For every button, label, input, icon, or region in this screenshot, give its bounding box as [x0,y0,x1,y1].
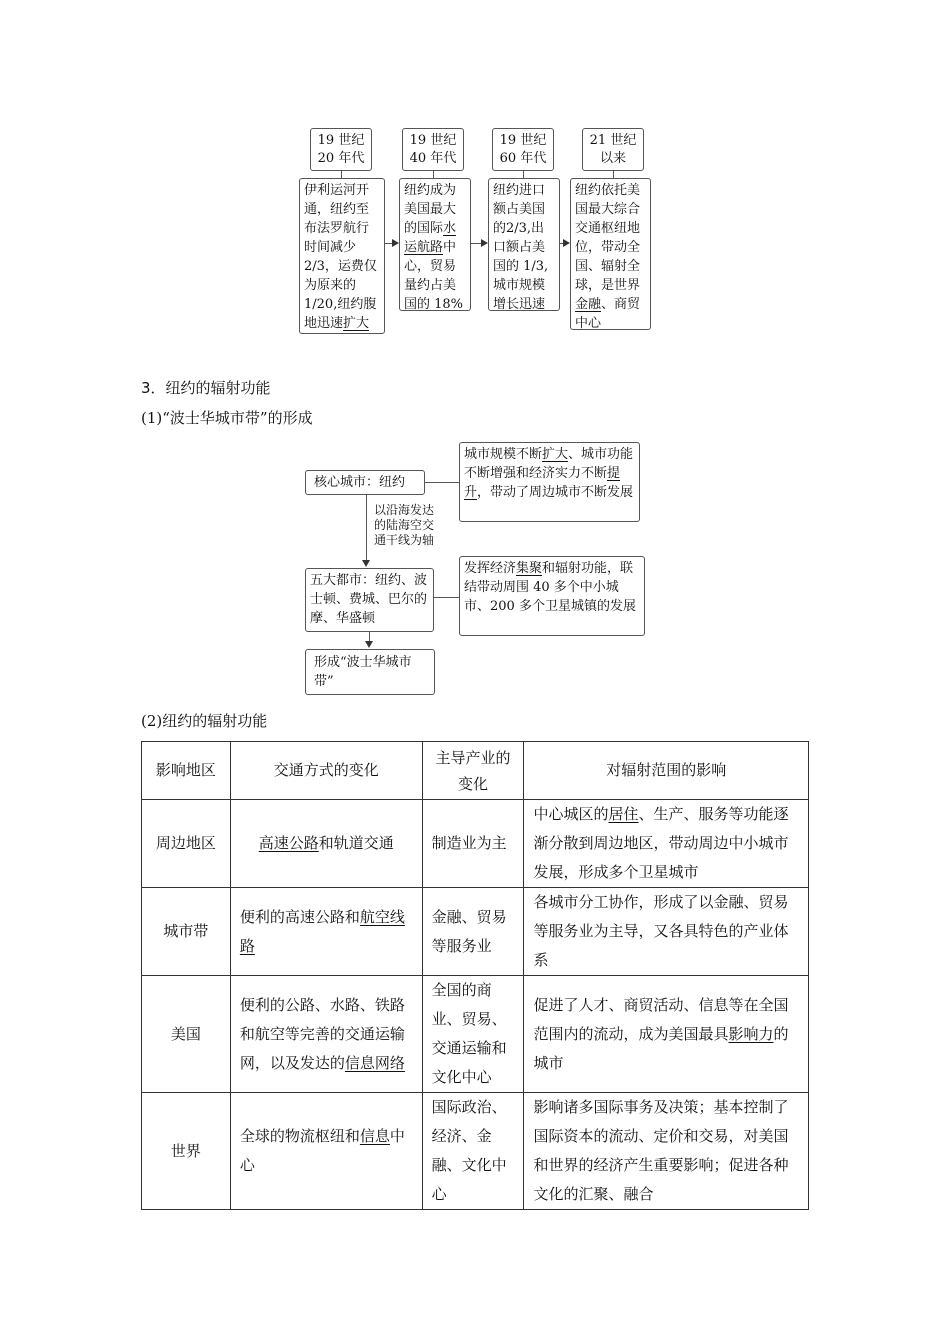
underlined-keyword: 金融 [575,297,602,312]
header-impact: 对辐射范围的影响 [524,742,809,800]
table-row [142,800,809,888]
cell-industry: 金融、贸易等服务业 [422,888,524,976]
underlined-keyword: 水运航路 [404,221,457,255]
core-city-box: 核心城市：纽约 [305,470,425,495]
underlined-keyword: 扩大 [542,447,569,462]
underlined-keyword: 信息网络 [344,1053,405,1072]
table-row [142,1093,809,1210]
table-row [142,976,809,1093]
cell-impact: 促进了人才、商贸活动、信息等在全国范围内的流动，成为美国最具影响力的城市 [524,976,809,1093]
timeline-content-1: 伊利运河开通，纽约至布法罗航行时间减少2/3，运费仅为原来的1/20,纽约腹地迅速扩大 [299,178,385,334]
five-metros-note: 发挥经济集聚和辐射功能，联结带动周围 40 多个中小城市、200 多个卫星城镇的发展 [459,556,645,636]
header-region: 影响地区 [142,742,231,800]
underlined-keyword: 高速公路 [258,834,319,852]
timeline-period-2: 19 世纪 40 年代 [402,128,464,171]
timeline-content-2: 纽约成为美国最大的国际水运航路中心，贸易量约占美国的 18% [399,178,471,311]
arrow-right-icon [481,239,488,247]
cell-industry: 国际政治、经济、金融、文化中心 [422,1093,524,1210]
arrow-right-icon [563,239,570,247]
underlined-keyword: 居住 [608,805,639,823]
header-transport: 交通方式的变化 [230,742,422,800]
five-metros-box: 五大都市：纽约、波士顿、费城、巴尔的摩、华盛顿 [305,568,434,632]
table-row [142,888,809,976]
underlined-keyword: 集聚 [516,561,543,576]
core-city-note: 城市规模不断扩大、城市功能不断增强和经济实力不断提升，带动了周边城市不断发展 [459,442,640,522]
cell-region: 周边地区 [142,800,231,888]
cell-region: 世界 [142,1093,231,1210]
axis-label: 以沿海发达的陆海空交通干线为轴 [374,503,435,547]
cell-transport: 高速公路和轨道交通 [230,800,422,888]
cell-region: 城市带 [142,888,231,976]
cell-transport: 便利的公路、水路、铁路和航空等完善的交通运输网，以及发达的信息网络 [230,976,422,1093]
cell-transport: 便利的高速公路和航空线路 [230,888,422,976]
subsection-1-title: (1)“波士华城市带”的形成 [141,409,313,427]
underlined-keyword: 扩大 [343,316,370,331]
header-industry: 主导产业的变化 [422,742,524,800]
cell-industry: 全国的商业、贸易、交通运输和文化中心 [422,976,524,1093]
section-title: 3．纽约的辐射功能 [141,379,271,397]
cell-impact: 影响诸多国际事务及决策；基本控制了国际资本的流动、定价和交易，对美国和世界的经济产生重要影响；促进各种文化的汇聚、融合 [524,1093,809,1210]
table-header-row [142,742,809,800]
timeline-period-4: 21 世纪 以来 [582,128,644,171]
timeline-period-1: 19 世纪 20 年代 [310,128,372,171]
result-box: 形成“波士华城市带” [305,649,435,695]
underlined-keyword: 影响力 [728,1024,774,1043]
radiation-function-table [141,741,809,1210]
arrow-right-icon [392,239,399,247]
cell-region: 美国 [142,976,231,1093]
subsection-2-title: (2)纽约的辐射功能 [141,712,268,730]
cell-industry: 制造业为主 [422,800,524,888]
arrow-down-icon [365,641,373,648]
underlined-keyword: 信息 [359,1127,390,1145]
cell-impact: 中心城区的居住、生产、服务等功能逐渐分散到周边地区，带动周边中小城市发展，形成多个卫星城市 [524,800,809,888]
arrow-down-icon [362,560,370,567]
timeline-content-4: 纽约依托美国最大综合交通枢纽地位，带动全国、辐射全球，是世界金融、商贸中心 [570,178,651,330]
timeline-period-3: 19 世纪 60 年代 [492,128,554,171]
cell-impact: 各城市分工协作，形成了以金融、贸易等服务业为主导，又各具特色的产业体系 [524,888,809,976]
timeline-content-3: 纽约进口额占美国的2/3,出口额占美国的 1/3,城市规模增长迅速 [488,178,560,311]
underlined-keyword: 航空线路 [239,907,405,955]
cell-transport: 全球的物流枢纽和信息中心 [230,1093,422,1210]
underlined-keyword: 提升 [464,466,621,500]
